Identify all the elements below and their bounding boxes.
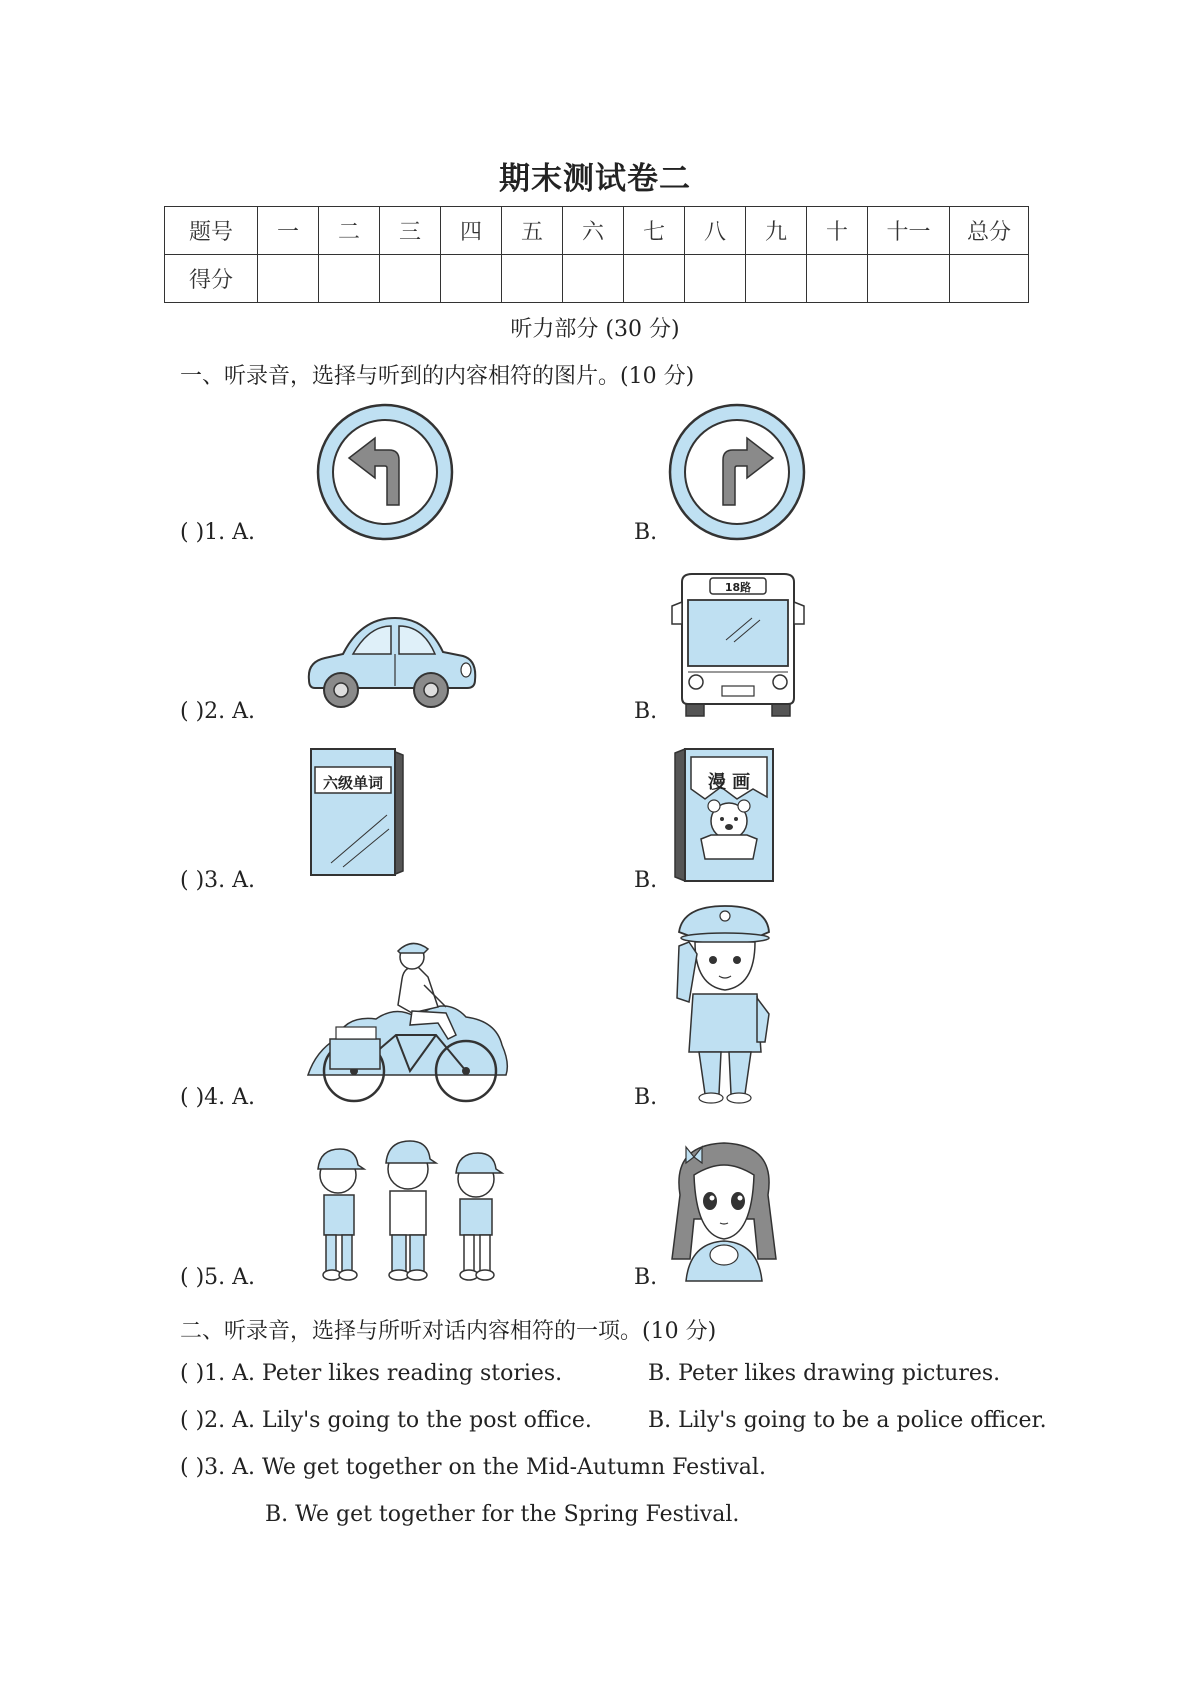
header-cell: 题号 <box>165 207 258 255</box>
score-cell[interactable] <box>563 255 624 303</box>
row-label: 得分 <box>165 255 258 303</box>
header-cell: 三 <box>380 207 441 255</box>
score-table <box>164 206 1029 303</box>
dictionary-book-icon <box>307 745 407 877</box>
police-officer-icon <box>669 902 779 1104</box>
q1-label-b: B. <box>634 520 658 545</box>
turn-right-sign-icon <box>667 402 807 542</box>
car-icon <box>303 610 479 716</box>
q4-label-b: B. <box>634 1085 658 1110</box>
listening-section-title: 听力部分 (30 分) <box>510 317 680 342</box>
header-cell: 总分 <box>950 207 1029 255</box>
header-cell: 四 <box>441 207 502 255</box>
score-cell[interactable] <box>950 255 1029 303</box>
part2-q2-option-a: ( )2. A. Lily's going to the post office. <box>180 1408 592 1433</box>
score-cell[interactable] <box>685 255 746 303</box>
score-cell[interactable] <box>746 255 807 303</box>
q2-label-a: ( )2. A. <box>180 699 256 724</box>
q3-label-a: ( )3. A. <box>180 868 256 893</box>
header-cell: 十 <box>807 207 868 255</box>
part2-q2-option-b: B. Lily's going to be a police officer. <box>648 1408 1047 1433</box>
score-cell[interactable] <box>502 255 563 303</box>
three-children-icon <box>306 1135 512 1283</box>
part2-heading: 二、听录音，选择与所听对话内容相符的一项。(10 分) <box>180 1319 717 1344</box>
postman-on-bike-icon <box>306 935 512 1105</box>
page-title: 期末测试卷二 <box>499 161 691 197</box>
header-cell: 八 <box>685 207 746 255</box>
score-cell[interactable] <box>441 255 502 303</box>
score-table-header-row <box>165 207 1029 255</box>
score-cell[interactable] <box>807 255 868 303</box>
turn-left-sign-icon <box>315 402 455 542</box>
girl-icon <box>666 1135 782 1283</box>
score-cell[interactable] <box>624 255 685 303</box>
score-cell[interactable] <box>258 255 319 303</box>
dictionary-title: 六级单词 <box>322 774 383 792</box>
comic-title: 漫 画 <box>707 772 751 793</box>
part2-q3-option-a: ( )3. A. We get together on the Mid-Autumn Festival. <box>180 1455 766 1480</box>
score-cell[interactable] <box>868 255 950 303</box>
header-cell: 七 <box>624 207 685 255</box>
part2-q1-option-b: B. Peter likes drawing pictures. <box>648 1361 1001 1386</box>
bus-route-sign: 18路 <box>724 581 752 594</box>
score-cell[interactable] <box>319 255 380 303</box>
q1-label-a: ( )1. A. <box>180 520 256 545</box>
score-table-score-row <box>165 255 1029 303</box>
q3-label-b: B. <box>634 868 658 893</box>
header-cell: 九 <box>746 207 807 255</box>
q5-label-a: ( )5. A. <box>180 1265 256 1290</box>
q2-label-b: B. <box>634 699 658 724</box>
q5-label-b: B. <box>634 1265 658 1290</box>
part1-heading: 一、听录音，选择与听到的内容相符的图片。(10 分) <box>180 364 695 389</box>
part2-q1-option-a: ( )1. A. Peter likes reading stories. <box>180 1361 563 1386</box>
header-cell: 一 <box>258 207 319 255</box>
part2-q3-option-b: B. We get together for the Spring Festival. <box>265 1502 740 1527</box>
header-cell: 五 <box>502 207 563 255</box>
q4-label-a: ( )4. A. <box>180 1085 256 1110</box>
score-cell[interactable] <box>380 255 441 303</box>
header-cell: 二 <box>319 207 380 255</box>
header-cell: 十一 <box>868 207 950 255</box>
header-cell: 六 <box>563 207 624 255</box>
